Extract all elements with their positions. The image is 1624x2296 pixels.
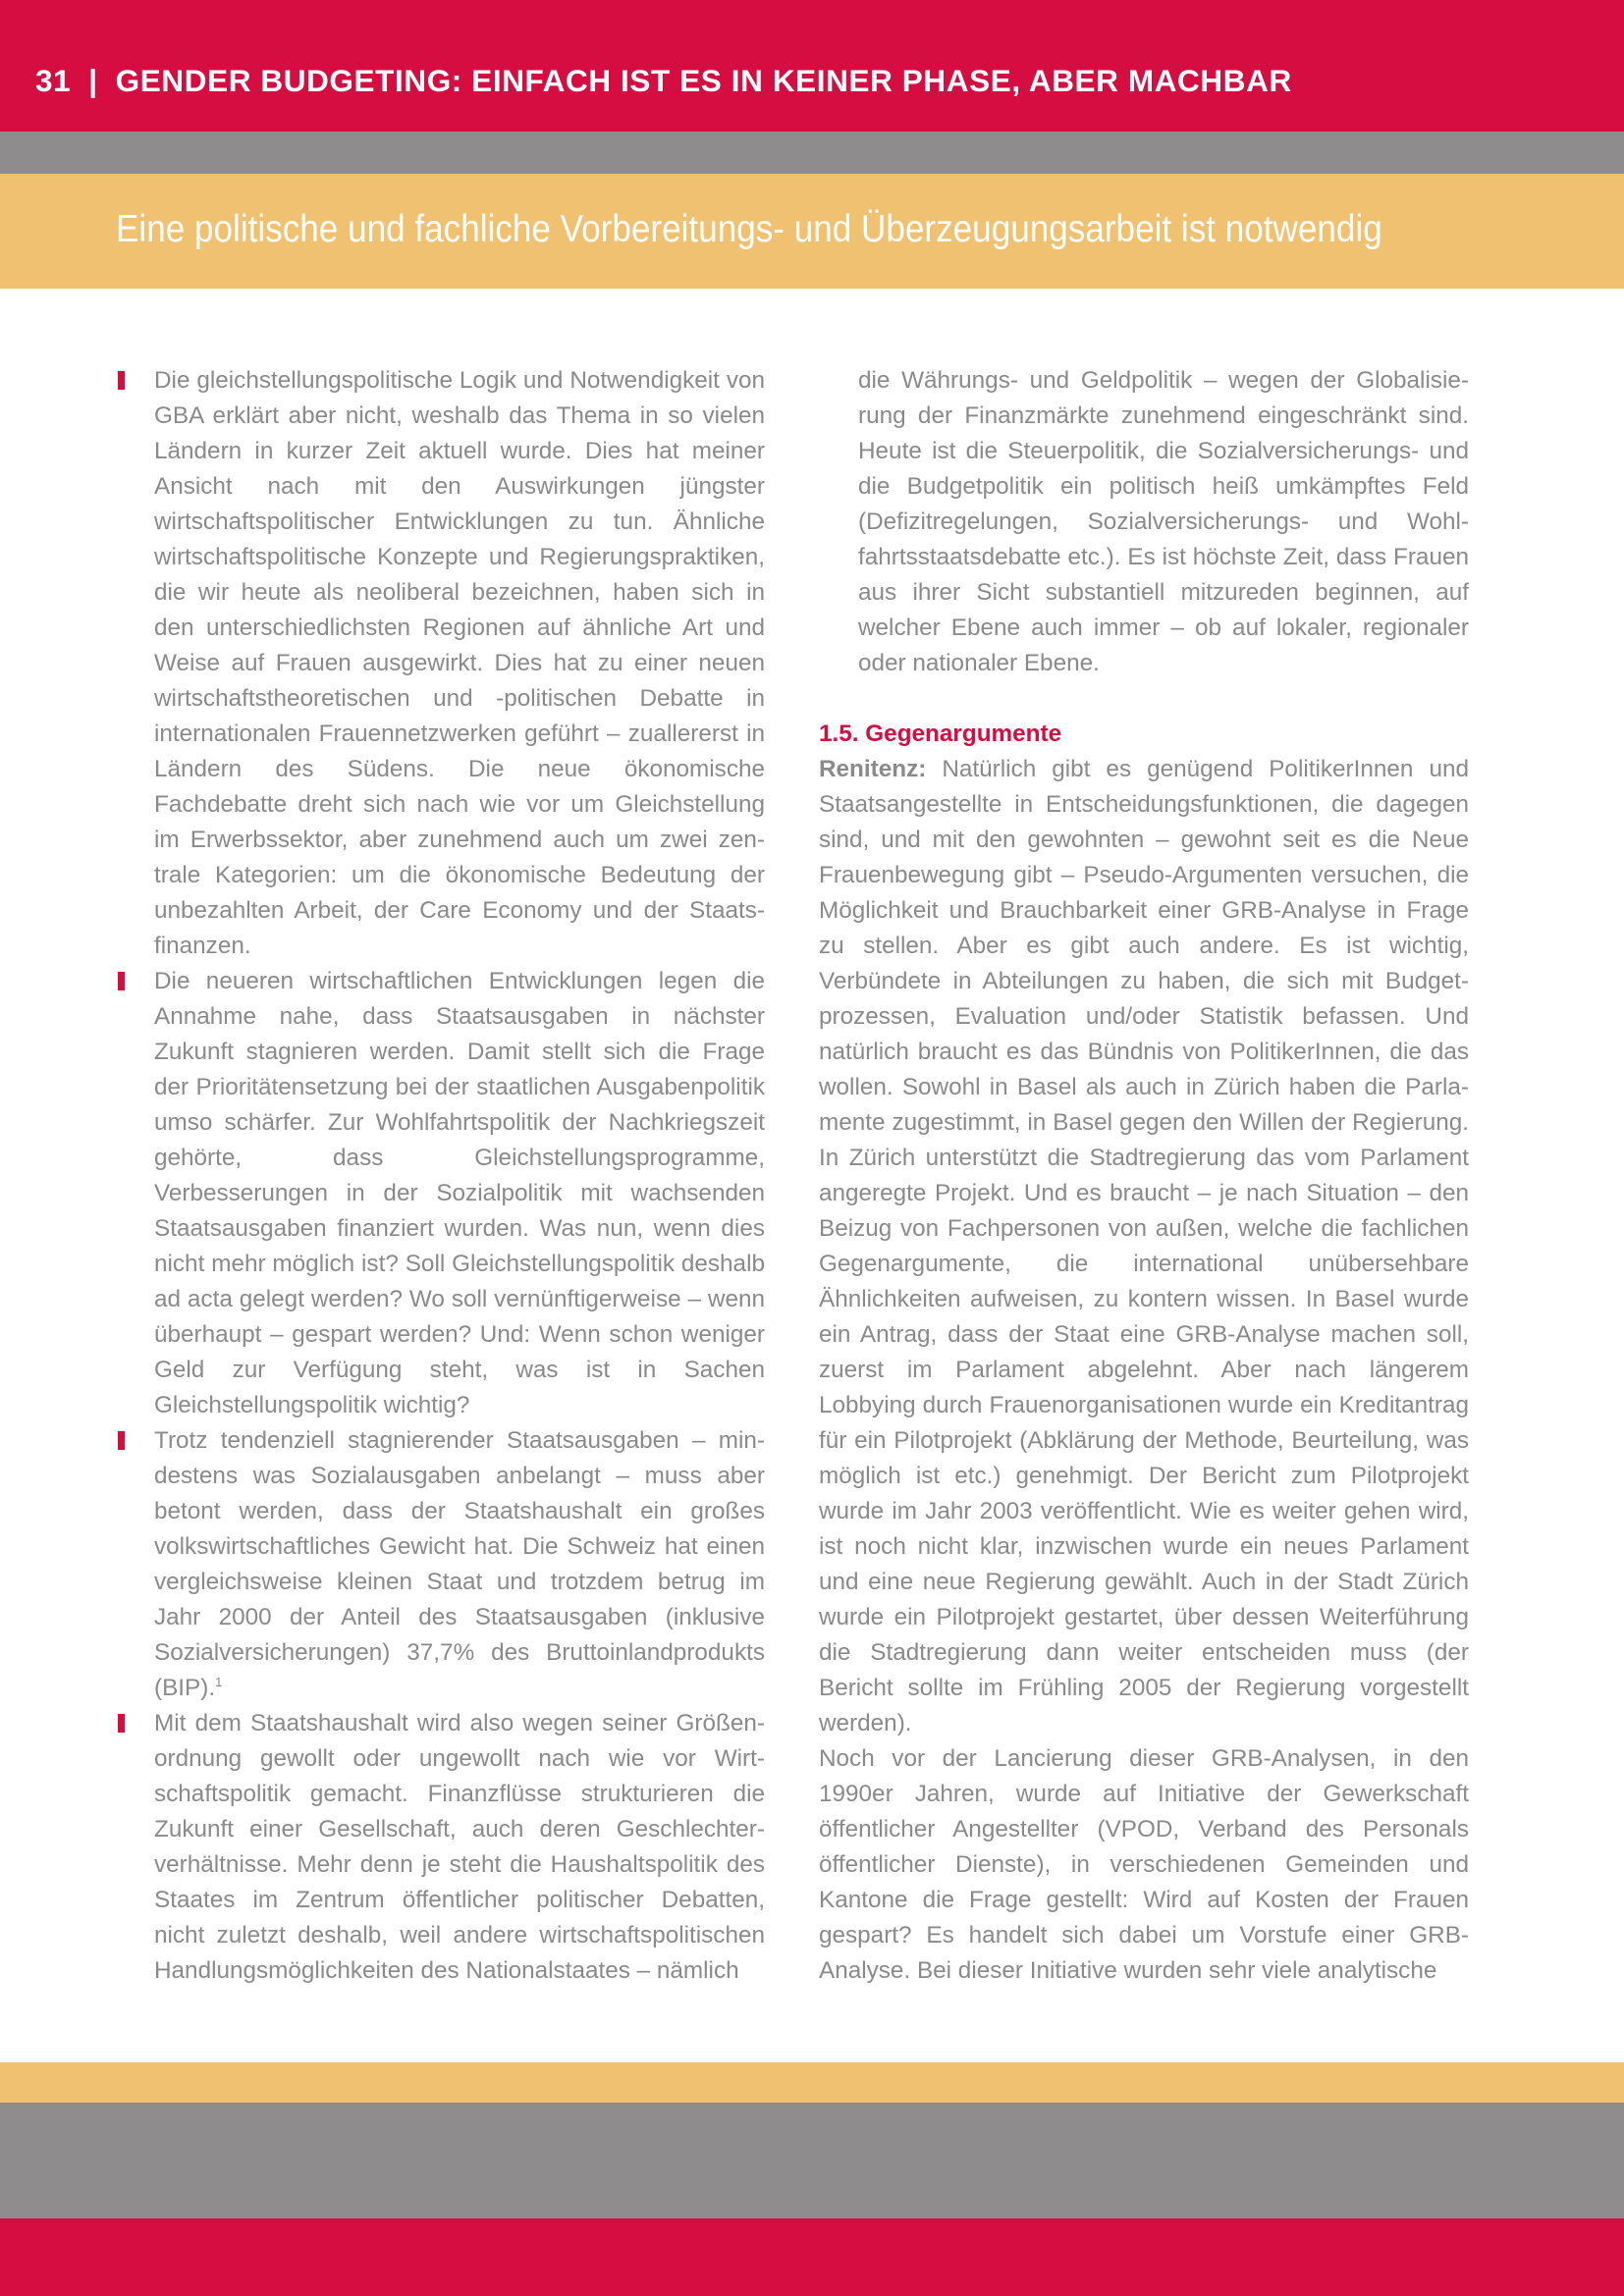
initiative-paragraph: Noch vor der Lancierung dieser GRB-Analysen, in den 1990er Jahren, wurde auf Initiative der Gewerkschaft öffentlicher Angestellter (VPOD, Verband des Personals öffentlicher Dienste), in verschiedenen Gemeinden und Kantone die Frage gestellt: Wird auf Kosten der Frauen gespart? Es handelt sich dabei um Vorstufe einer GRB-Analyse. Bei dieser Initiative wurden sehr viele analytische — [819, 1745, 1469, 1984]
bullet-item-1 — [154, 363, 765, 964]
section-subtitle: Eine politische und fachliche Vorbereitungs- und Überzeugungsarbeit ist notwendig — [116, 208, 1382, 250]
footer-band-grey — [0, 2103, 1624, 2218]
lead-label: Renitenz: — [819, 756, 927, 782]
footnote-marker: 1 — [215, 1675, 223, 1689]
bullet-item-4 — [154, 1706, 765, 1989]
bullet-marker — [118, 972, 125, 990]
bullet-text-1: Die gleichstellungspolitische Logik und Notwendigkeit von GBA erklärt aber nicht, weshalb das Thema in so vielen Ländern in kurzer Zeit aktuell wurde. Dies hat meiner Ansicht nach mit den Auswirkungen jüngster wirtschaftspolitischer Entwicklungen zu tun. Ähnliche wirtschaftspolitische Konzepte und Regierungspraktiken, die wir heute als neoliberal bezeichnen, haben sich in den unterschiedlichsten Regionen auf ähnliche Art und Weise auf Frauen ausgewirkt. Dies hat zu einer neuen wirtschaftstheoretischen und -politischen Debatte in internationalen Frauennetzwerken geführt – zuallererst in Ländern des Südens. Die neue ökonomische Fachdebatte dreht sich nach wie vor um Gleichstellung im Erwerbssektor, aber zunehmend auch um zwei zentrale Kategorien: um die ökonomische Bedeutung der unbezahlten Arbeit, der Care Economy und der Staatsfinanzen. — [154, 367, 765, 959]
bullet-text-4: Mit dem Staatshaushalt wird also wegen seiner Größenordnung gewollt oder ungewollt nach wie vor Wirtschaftspolitik gemacht. Finanzflüsse strukturieren die Zukunft einer Gesellschaft, auch deren Geschlechterverhältnisse. Mehr denn je steht die Haushaltspolitik des Staates im Zentrum öffentlicher politischer Debatten, nicht zuletzt deshalb, weil andere wirtschaftspolitischen Handlungsmöglichkeiten des Nationalstaates – nämlich — [154, 1710, 765, 1984]
renitenz-paragraph-body: Natürlich gibt es genügend PolitikerInnen und Staatsangestellte in Entscheidungsfunktionen, die dagegen sind, und mit den gewohnten – gewohnt seit es die Neue Frauenbewegung gibt – Pseudo-Argumenten versuchen, die Möglichkeit und Brauchbarkeit einer GRB-Analyse in Frage zu stellen. Aber es gibt auch andere. Es ist wichtig, Verbündete in Abteilungen zu haben, die sich mit Budgetprozessen, Evaluation und/oder Statistik befassen. Und natürlich braucht es das Bündnis von PolitikerInnen, die das wollen. Sowohl in Basel als auch in Zürich haben die Parlamente zugestimmt, in Basel gegen den Willen der Regierung. In Zürich unterstützt die Stadtregierung das vom Parlament angeregte Projekt. Und es braucht – je nach Situation – den Beizug von Fachpersonen von außen, welche die fachlichen Gegenargumente, die international unübersehbare Ähnlichkeiten aufweisen, zu kontern wissen. In Basel wurde ein Antrag, dass der Staat eine GRB-Analyse machen soll, zuerst im Parlament abgelehnt. Aber nach längerem Lobbying durch Frauenorganisationen wurde ein Kreditantrag für ein Pilotprojekt (Abklärung der Methode, Beurteilung, was möglich ist etc.) genehmigt. Der Bericht zum Pilotprojekt wurde im Jahr 2003 veröffentlicht. Wie es weiter gehen wird, ist noch nicht klar, inzwischen wurde ein neues Parlament und eine neue Regierung gewählt. Auch in der Stadt Zürich wurde ein Pilotprojekt gestartet, über dessen Weiterführung die Stadtregierung dann weiter entscheiden muss (der Bericht sollte im Frühling 2005 der Regierung vorgestellt werden). — [819, 756, 1469, 1736]
header-band-grey — [0, 132, 1624, 174]
bullet-text-3 — [154, 1423, 765, 1706]
bullet-marker — [118, 1714, 125, 1733]
footer-band-yellow — [0, 2062, 1624, 2103]
header-separator: | — [88, 63, 98, 98]
bullet-marker — [118, 371, 125, 390]
continued-bullet-text: die Währungs- und Geldpolitik – wegen der Globalisierung der Finanzmärkte zunehmend eingeschränkt sind. Heute ist die Steuerpolitik, die Sozialversicherungs- und die Budgetpolitik ein politisch heiß umkämpftes Feld (Defizitregelungen, Sozialversicherungs- und Wohlfahrtsstaatsdebatte etc.). Es ist höchste Zeit, dass Frauen aus ihrer Sicht substantiell mitzureden beginnen, auf welcher Ebene auch immer – ob auf lokaler, regionaler oder nationaler Ebene. — [858, 367, 1469, 676]
bullet-text-3-body: Trotz tendenziell stagnierender Staatsausgaben – mindestens was Sozialausgaben anbelangt – muss aber betont werden, dass der Staatshaushalt ein großes volkswirtschaftliches Gewicht hat. Die Schweiz hat einen vergleichsweise kleinen Staat und trotzdem betrug im Jahr 2000 der Anteil des Staatsausgaben (inklusive Sozialversicherungen) 37,7% des Bruttoinlandprodukts (BIP). — [154, 1427, 765, 1701]
bullet-text-2: Die neueren wirtschaftlichen Entwicklungen legen die Annahme nahe, dass Staatsausgaben in nächster Zukunft stagnieren werden. Damit stellt sich die Frage der Prioritätensetzung bei der staatlichen Ausgabenpolitik umso schärfer. Zur Wohlfahrtspolitik der Nachkriegszeit gehörte, dass Gleichstellungsprogramme, Verbesserungen in der Sozialpolitik mit wachsenden Staatsausgaben finanziert wurden. Was nun, wenn dies nicht mehr möglich ist? Soll Gleichstellungspolitik deshalb ad acta gelegt werden? Wo soll vernünftigerweise – wenn überhaupt – gespart werden? Und: Wenn schon weniger Geld zur Verfügung steht, was ist in Sachen Gleichstellungspolitik wichtig? — [154, 968, 765, 1418]
header-title: GENDER BUDGETING: EINFACH IST ES IN KEINER PHASE, ABER MACHBAR — [115, 63, 1292, 98]
bullet-item-3 — [154, 1423, 765, 1706]
renitenz-paragraph — [819, 752, 1469, 1741]
section-heading: 1.5. Gegenargumente — [819, 721, 1062, 747]
page-number: 31 — [35, 63, 72, 98]
right-column — [819, 363, 1469, 1989]
footer-band-red — [0, 2218, 1624, 2296]
bullet-marker — [118, 1431, 125, 1450]
bullet-item-2 — [154, 964, 765, 1423]
left-column — [154, 363, 765, 1989]
running-header — [35, 63, 1292, 99]
